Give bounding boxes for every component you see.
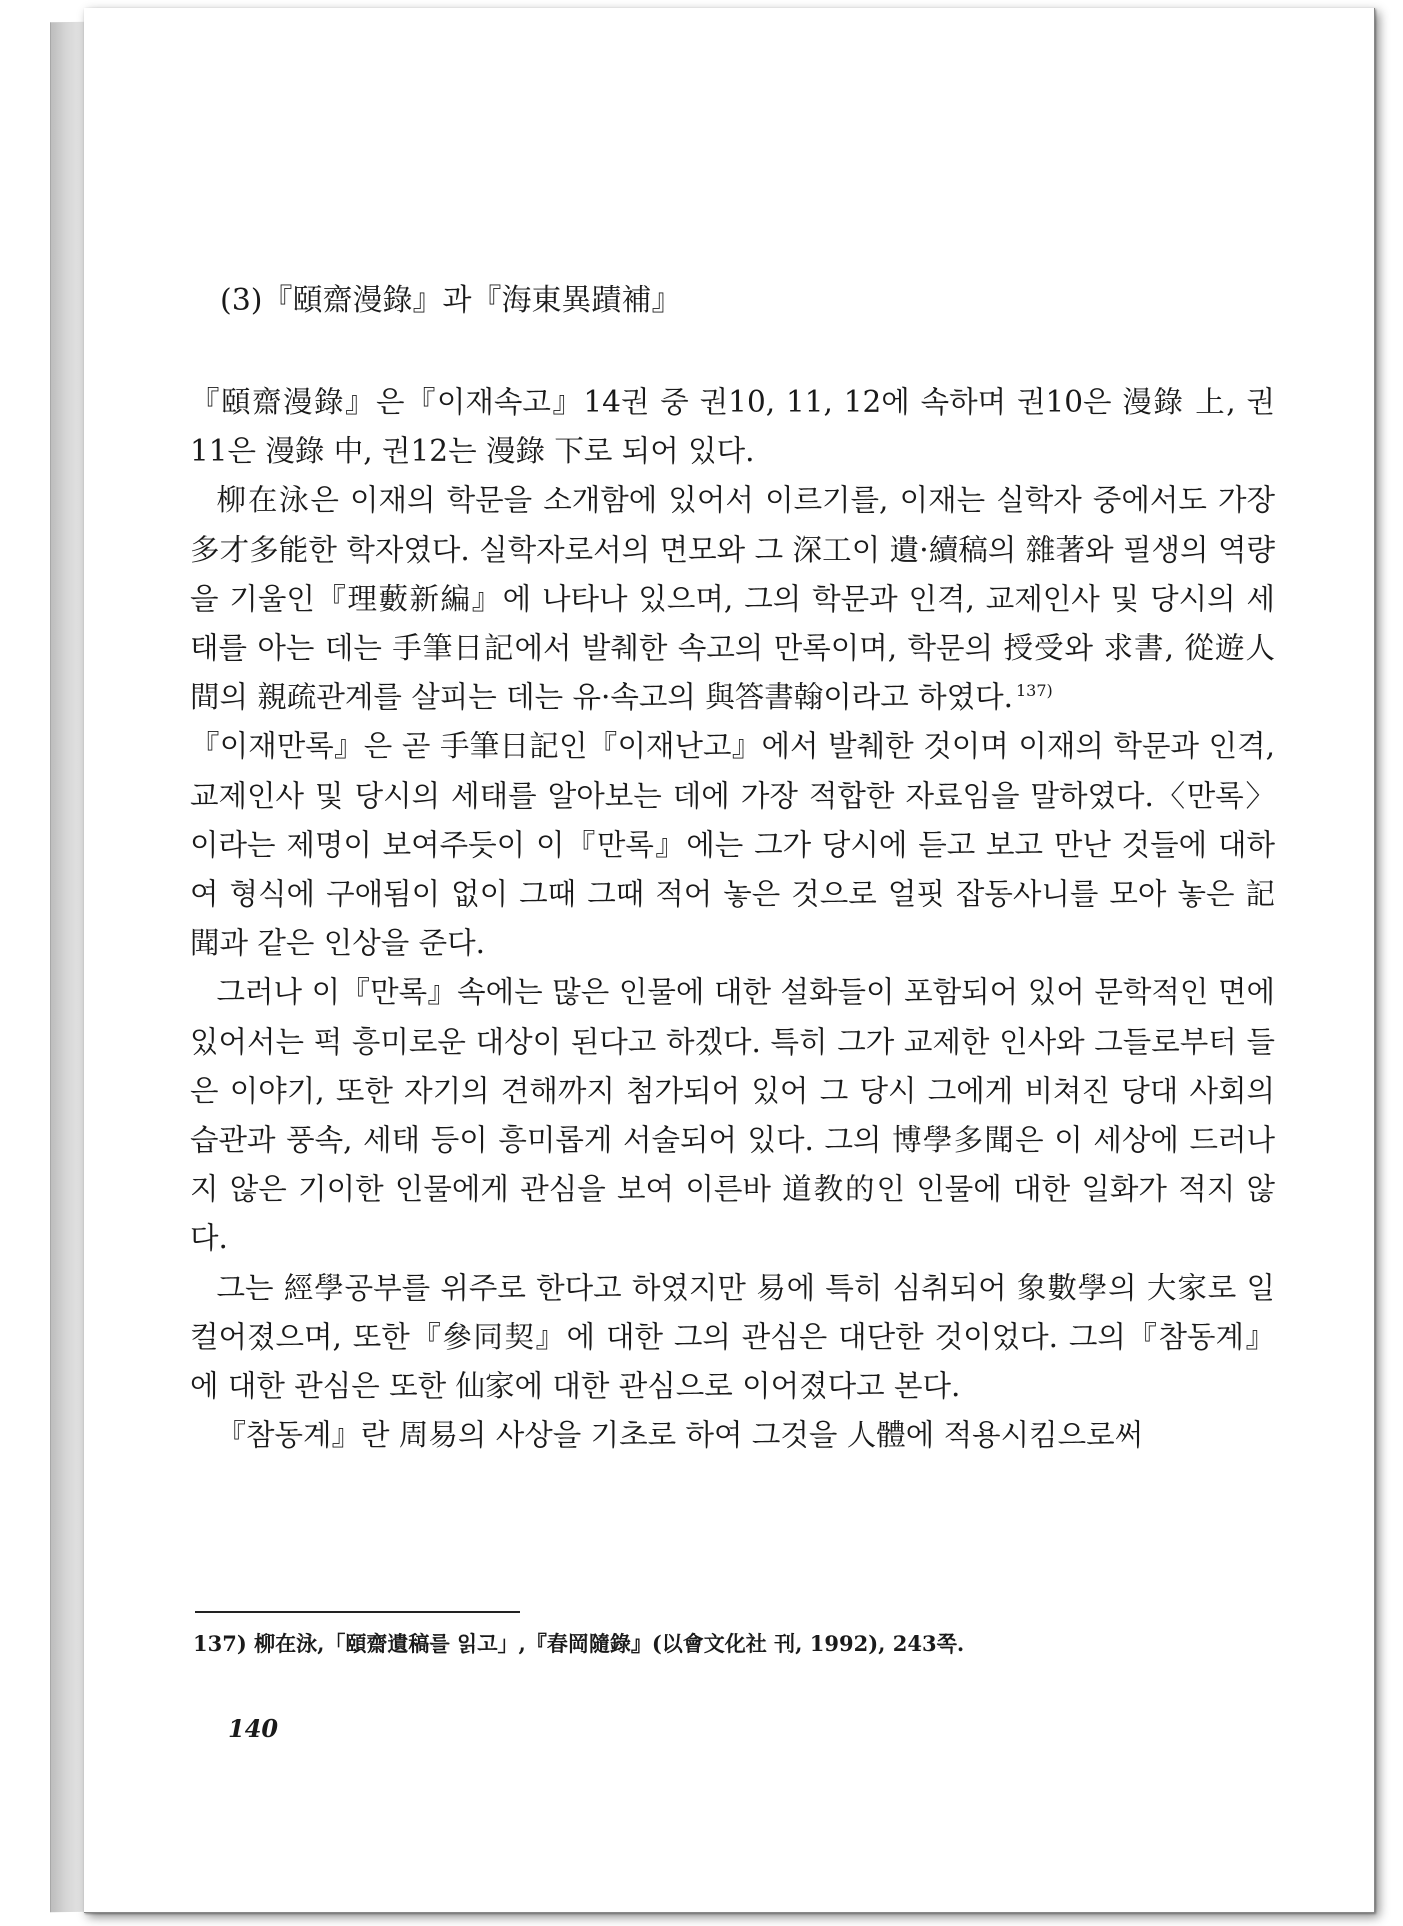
paragraph-4: 그러나 이『만록』속에는 많은 인물에 대한 설화들이 포함되어 있어 문학적인 면에 있어서는 퍽 흥미로운 대상이 된다고 하겠다. 특히 그가 교제한 인사와 그들로부터 들은 이야기, 또한 자기의 견해까지 첨가되어 있어 그 당시 그에게 비쳐진 당대 사회의 습관과 풍속, 세태 등이 흥미롭게 서술되어 있다. 그의 博學多聞은 이 세상에 드러나지 않은 기이한 인물에게 관심을 보여 이른바 道教的인 인물에 대한 일화가 적지 않다. (190, 975, 1275, 1256)
body-text (190, 378, 1275, 1460)
footnote: 137) 柳在泳,「頤齋遺稿를 읽고」,『春岡隨錄』(以會文化社 刊, 1992), 243쪽. (193, 1631, 965, 1656)
paragraph-3: 『이재만록』은 곧 手筆日記인『이재난고』에서 발췌한 것이며 이재의 학문과 인격, 교제인사 및 당시의 세태를 알아보는 데에 가장 적합한 자료임을 말하였다.〈만록〉이라는 제명이 보여주듯이 이『만록』에는 그가 당시에 듣고 보고 만난 것들에 대하여 형식에 구애됨이 없이 그때 그때 적어 놓은 것으로 얼핏 잡동사니를 모아 놓은 記聞과 같은 인상을 준다. (190, 729, 1275, 961)
footnote-divider (195, 1611, 520, 1613)
paragraph-2: 柳在泳은 이재의 학문을 소개함에 있어서 이르기를, 이재는 실학자 중에서도 가장 多才多能한 학자였다. 실학자로서의 면모와 그 深工이 遺·續稿의 雜著와 필생의 역량을 기울인『理藪新編』에 나타나 있으며, 그의 학문과 인격, 교제인사 및 당시의 세태를 아는 데는 手筆日記에서 발췌한 속고의 만록이며, 학문의 授受와 求書, 從遊人間의 親疏관계를 살피는 데는 유·속고의 與答書翰이라고 하였다. $^{137)}$ (190, 483, 1275, 715)
paragraph-6: 『참동계』란 周易의 사상을 기초로 하여 그것을 人體에 적용시킴으로써 (216, 1418, 1144, 1453)
footnote-reference[interactable]: 137) (1015, 681, 1053, 701)
page-number: 140 (228, 1714, 279, 1743)
section-heading: (3)『頤齋漫錄』과『海東異蹟補』 (220, 283, 682, 318)
paragraph-1: 『頤齋漫錄』은『이재속고』14권 중 권10, 11, 12에 속하며 권10은 漫錄 上, 권11은 漫錄 中, 권12는 漫錄 下로 되어 있다. (190, 385, 1275, 469)
paragraph-5: 그는 經學공부를 위주로 한다고 하였지만 易에 특히 심취되어 象數學의 大家로 일컬어졌으며, 또한『參同契』에 대한 그의 관심은 대단한 것이었다. 그의『참동계』에 대한 관심은 또한 仙家에 대한 관심으로 이어졌다고 본다. (190, 1270, 1275, 1404)
